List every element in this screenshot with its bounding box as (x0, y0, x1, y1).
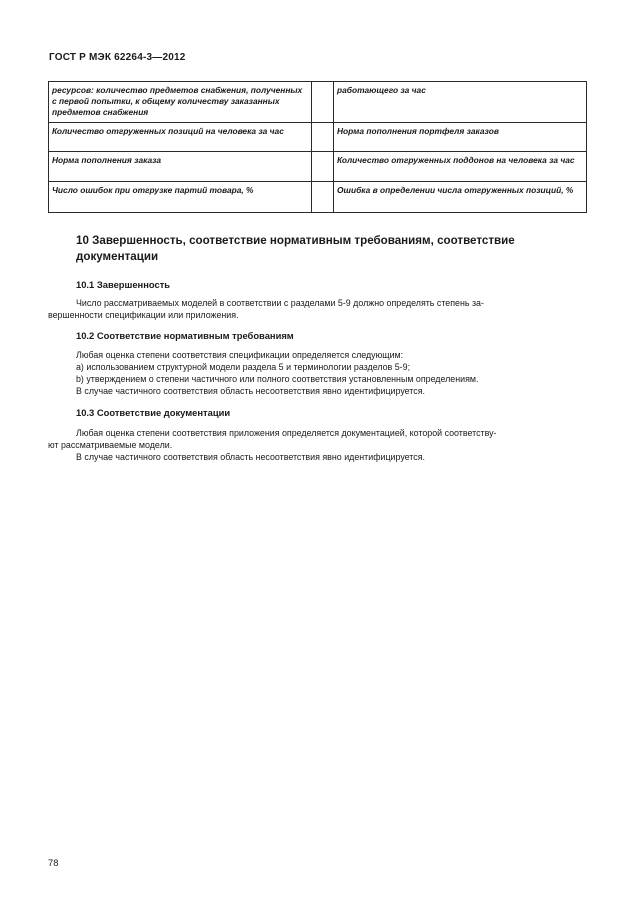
table-cell-gap (312, 82, 334, 123)
table-cell-right: работающего за час (334, 82, 587, 123)
paragraph-continuation: ют рассматриваемые модели. (48, 440, 173, 450)
table-cell-left: ресурсов: количество предметов снабжения, полученных с первой попытки, к общему количеству заказанных предметов снабжения (49, 82, 312, 123)
table-cell-gap (312, 182, 334, 213)
paragraph: Любая оценка степени соответствия спецификации определяется следующим: (76, 350, 404, 360)
table-cell-right: Норма пополнения портфеля заказов (334, 123, 587, 152)
subsection-title-10-2: 10.2 Соответствие нормативным требованиям (76, 330, 294, 341)
page-header: ГОСТ Р МЭК 62264-3—2012 (49, 52, 186, 63)
subsection-title-10-1: 10.1 Завершенность (76, 279, 171, 290)
table-cell-gap (312, 152, 334, 182)
table-cell-right: Ошибка в определении числа отгруженных позиций, % (334, 182, 587, 213)
metrics-table (48, 81, 587, 213)
page-number: 78 (48, 857, 59, 868)
paragraph: Число рассматриваемых моделей в соответствии с разделами 5-9 должно определять степень за- (76, 298, 484, 308)
paragraph: В случае частичного соответствия область несоответствия явно идентифицируется. (76, 452, 425, 462)
table-row (49, 82, 587, 123)
paragraph: Любая оценка степени соответствия приложения определяется документацией, которой соответству- (76, 428, 497, 438)
table-row (49, 123, 587, 152)
subsection-title-10-3: 10.3 Соответствие документации (76, 407, 231, 418)
table-cell-left: Число ошибок при отгрузке партий товара, % (49, 182, 312, 213)
table-row (49, 152, 587, 182)
list-item: b) утверждением о степени частичного или полного соответствия установленным определениям. (76, 374, 479, 384)
paragraph: В случае частичного соответствия область несоответствия явно идентифицируется. (76, 386, 425, 396)
table-cell-left: Количество отгруженных позиций на человека за час (49, 123, 312, 152)
section-title: 10 Завершенность, соответствие нормативным требованиям, соответствие документации (76, 234, 515, 263)
list-item: a) использованием структурной модели раздела 5 и терминологии разделов 5-9; (76, 362, 411, 372)
table-cell-gap (312, 123, 334, 152)
paragraph-continuation: вершенности спецификации или приложения. (48, 310, 239, 320)
table-cell-left: Норма пополнения заказа (49, 152, 312, 182)
table-cell-right: Количество отгруженных поддонов на человека за час (334, 152, 587, 182)
table-row (49, 182, 587, 213)
